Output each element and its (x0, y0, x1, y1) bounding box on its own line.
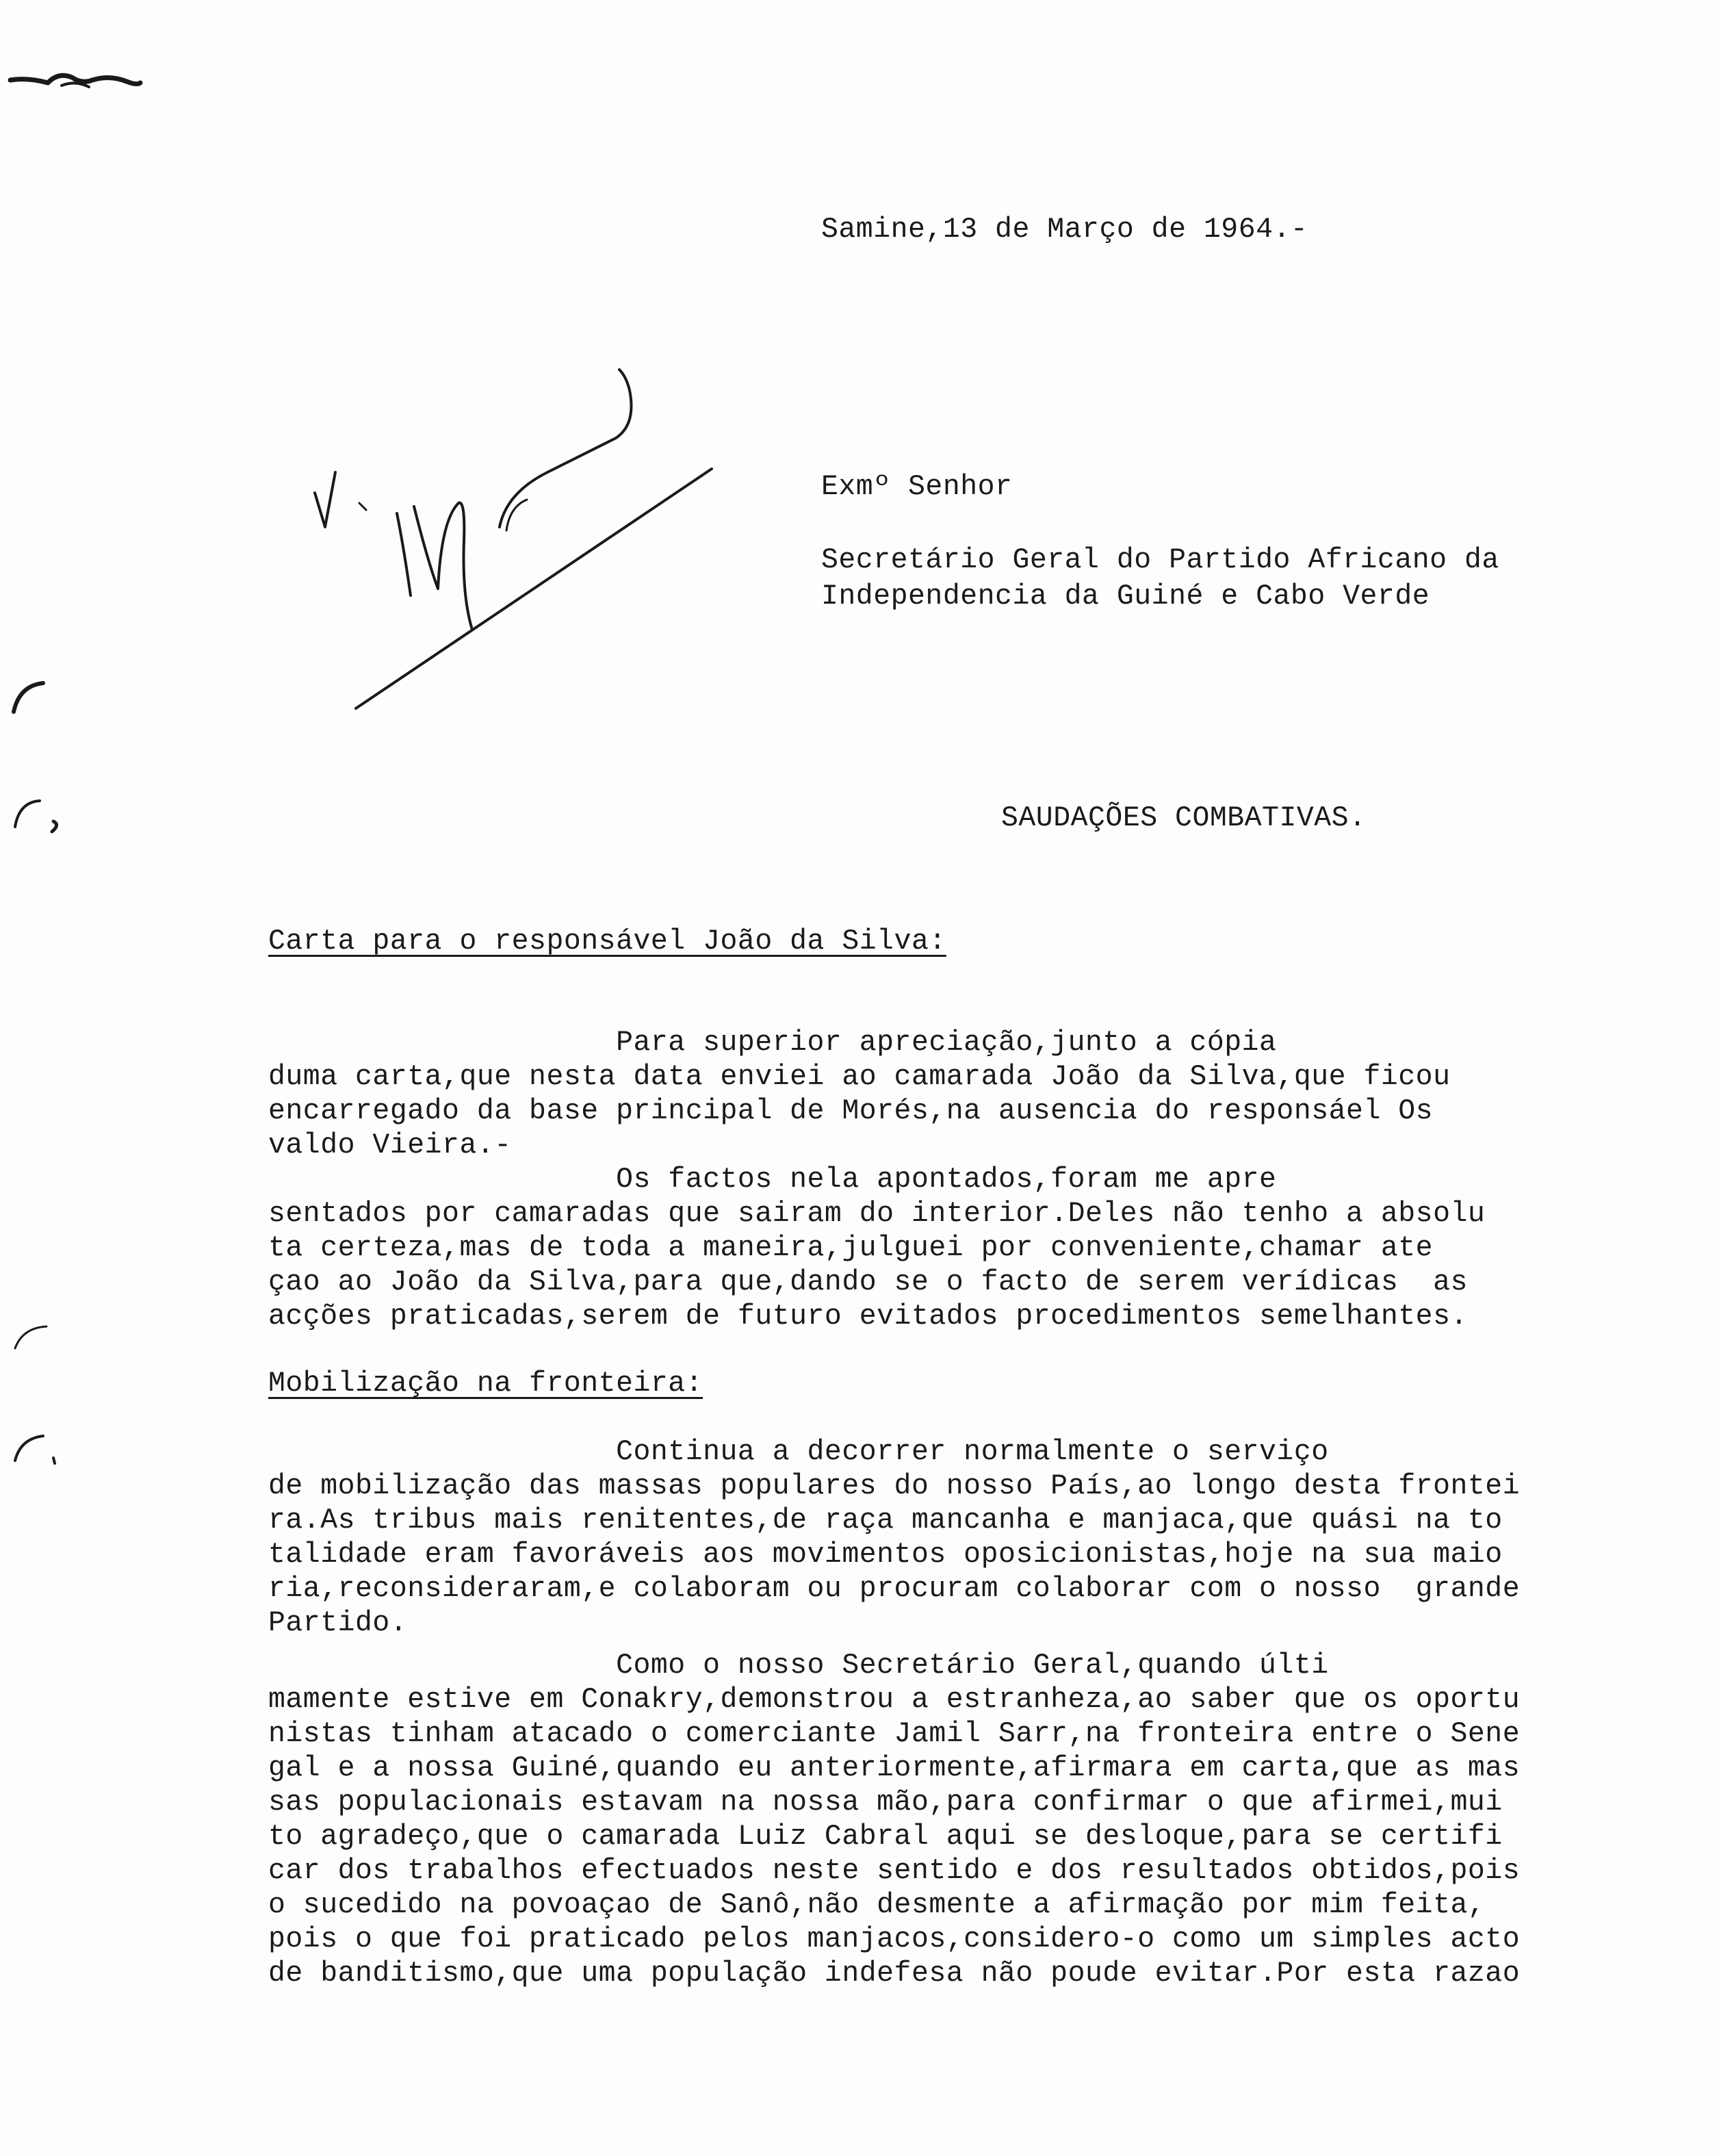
margin-mark-4 (5, 1430, 67, 1472)
body-line: duma carta,que nesta data enviei ao camarada João da Silva,que ficou (268, 1061, 1451, 1093)
body-line: sas populacionais estavam na nossa mão,para confirmar o que afirmei,mui (268, 1786, 1503, 1819)
margin-scribble (7, 65, 144, 106)
body-line: Partido. (268, 1607, 408, 1639)
body-line: de mobilização das massas populares do nosso País,ao longo desta frontei (268, 1470, 1521, 1502)
body-line: acções praticadas,serem de futuro evitados procedimentos semelhantes. (268, 1300, 1468, 1333)
body-line: mamente estive em Conakry,demonstrou a estranheza,ao saber que os oportu (268, 1684, 1521, 1716)
section-heading-mobilizacao: Mobilização na fronteira: (268, 1368, 703, 1400)
body-line: encarregado da base principal de Morés,na ausencia do responsáel Os (268, 1095, 1434, 1127)
greeting: SAUDAÇÕES COMBATIVAS. (1001, 802, 1367, 834)
handwritten-initials (301, 370, 739, 726)
body-line: gal e a nossa Guiné,quando eu anteriormente,afirmara em carta,que as mas (268, 1752, 1521, 1784)
place-date: Samine,13 de Março de 1964.- (821, 214, 1308, 246)
margin-mark-1 (5, 678, 53, 719)
body-line: Os factos nela apontados,foram me apre (268, 1164, 1277, 1196)
body-line: ria,reconsideraram,e colaboram ou procuram colaborar com o nosso grande (268, 1573, 1521, 1605)
body-line: ra.As tribus mais renitentes,de raça mancanha e manjaca,que quási na to (268, 1504, 1503, 1537)
body-line: car dos trabalhos efectuados neste sentido e dos resultados obtidos,pois (268, 1855, 1521, 1887)
salutation: Exmº Senhor (821, 471, 1013, 503)
body-line: o sucedido na povoaçao de Sanô,não desmente a afirmação por mim feita, (268, 1889, 1486, 1921)
margin-mark-3 (5, 1321, 60, 1355)
body-line: nistas tinham atacado o comerciante Jamil Sarr,na fronteira entre o Sene (268, 1718, 1521, 1750)
body-line: ta certeza,mas de toda a maneira,julguei por conveniente,chamar ate (268, 1232, 1434, 1264)
body-line: Para superior apreciação,junto a cópia (268, 1027, 1277, 1059)
section-heading-carta: Carta para o responsável João da Silva: (268, 925, 946, 958)
body-line: çao ao João da Silva,para que,dando se o facto de serem verídicas as (268, 1266, 1468, 1298)
body-line: de banditismo,que uma população indefesa não poude evitar.Por esta razao (268, 1958, 1521, 1990)
recipient-line-2: Independencia da Guiné e Cabo Verde (821, 580, 1430, 613)
body-line: to agradeço,que o camarada Luiz Cabral aqui se desloque,para se certifi (268, 1821, 1503, 1853)
body-line: talidade eram favoráveis aos movimentos oposicionistas,hoje na sua maio (268, 1539, 1503, 1571)
body-line: Como o nosso Secretário Geral,quando últi (268, 1650, 1329, 1682)
body-line: pois o que foi praticado pelos manjacos,considero-o como um simples acto (268, 1923, 1521, 1955)
recipient-line-1: Secretário Geral do Partido Africano da (821, 544, 1499, 576)
margin-mark-2 (5, 794, 67, 835)
body-line: Continua a decorrer normalmente o serviço (268, 1436, 1329, 1468)
body-line: sentados por camaradas que sairam do interior.Deles não tenho a absolu (268, 1198, 1486, 1230)
body-line: valdo Vieira.- (268, 1129, 512, 1162)
